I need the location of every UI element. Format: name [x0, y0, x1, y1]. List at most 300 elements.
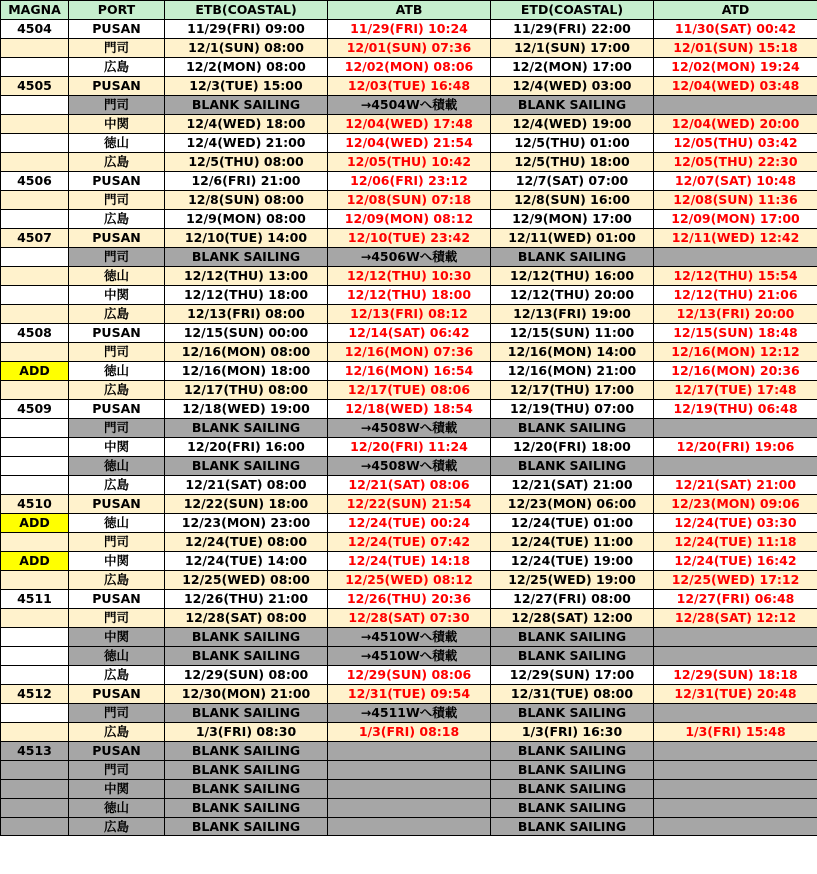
port-cell: 広島	[69, 58, 165, 77]
etb-cell: BLANK SAILING	[165, 704, 328, 723]
atb-cell: 12/24(TUE) 00:24	[328, 514, 491, 533]
atd-cell: 12/01(SUN) 15:18	[654, 39, 817, 58]
atd-cell	[654, 780, 817, 799]
table-row	[1, 400, 817, 419]
atd-cell: 12/17(TUE) 17:48	[654, 381, 817, 400]
etd-cell: 12/17(THU) 17:00	[491, 381, 654, 400]
table-row	[1, 115, 817, 134]
etb-cell: BLANK SAILING	[165, 457, 328, 476]
magna-cell: 4509	[1, 400, 69, 419]
port-cell: PUSAN	[69, 400, 165, 419]
atb-cell: →4510Wへ積載	[328, 628, 491, 647]
etd-cell: 12/28(SAT) 12:00	[491, 609, 654, 628]
table-row	[1, 457, 817, 476]
atd-cell: 12/11(WED) 12:42	[654, 229, 817, 248]
magna-cell: 4513	[1, 742, 69, 761]
port-cell: 徳山	[69, 647, 165, 666]
port-cell: 広島	[69, 305, 165, 324]
atd-cell: 12/15(SUN) 18:48	[654, 324, 817, 343]
atd-cell: 12/27(FRI) 06:48	[654, 590, 817, 609]
atd-cell: 12/02(MON) 19:24	[654, 58, 817, 77]
header-etd: ETD(COASTAL)	[491, 1, 654, 20]
atb-cell: →4510Wへ積載	[328, 647, 491, 666]
etb-cell: 11/29(FRI) 09:00	[165, 20, 328, 39]
table-row	[1, 571, 817, 590]
port-cell: 徳山	[69, 134, 165, 153]
port-cell: PUSAN	[69, 172, 165, 191]
etd-cell: 12/24(TUE) 01:00	[491, 514, 654, 533]
etd-cell: 12/4(WED) 03:00	[491, 77, 654, 96]
etb-cell: 12/18(WED) 19:00	[165, 400, 328, 419]
table-row	[1, 438, 817, 457]
port-cell: 門司	[69, 191, 165, 210]
atd-cell: 12/04(WED) 20:00	[654, 115, 817, 134]
etd-cell: 12/19(THU) 07:00	[491, 400, 654, 419]
etb-cell: 12/25(WED) 08:00	[165, 571, 328, 590]
table-row	[1, 533, 817, 552]
port-cell: 中関	[69, 115, 165, 134]
magna-cell	[1, 96, 69, 115]
etb-cell: 12/4(WED) 18:00	[165, 115, 328, 134]
etd-cell: 12/15(SUN) 11:00	[491, 324, 654, 343]
etb-cell: 12/4(WED) 21:00	[165, 134, 328, 153]
atb-cell: 12/22(SUN) 21:54	[328, 495, 491, 514]
port-cell: 徳山	[69, 514, 165, 533]
etd-cell: BLANK SAILING	[491, 628, 654, 647]
atb-cell: 12/05(THU) 10:42	[328, 153, 491, 172]
atb-cell: 12/24(TUE) 14:18	[328, 552, 491, 571]
atd-cell	[654, 457, 817, 476]
table-row	[1, 77, 817, 96]
magna-cell	[1, 571, 69, 590]
atb-cell: 12/04(WED) 21:54	[328, 134, 491, 153]
port-cell: 中関	[69, 780, 165, 799]
atd-cell	[654, 704, 817, 723]
etd-cell: 12/9(MON) 17:00	[491, 210, 654, 229]
magna-cell	[1, 191, 69, 210]
magna-cell	[1, 248, 69, 267]
atb-cell: 12/03(TUE) 16:48	[328, 77, 491, 96]
etd-cell: 12/12(THU) 16:00	[491, 267, 654, 286]
table-row	[1, 704, 817, 723]
port-cell: 中関	[69, 286, 165, 305]
magna-cell	[1, 286, 69, 305]
atd-cell: 12/05(THU) 03:42	[654, 134, 817, 153]
table-row	[1, 229, 817, 248]
etd-cell: 12/24(TUE) 11:00	[491, 533, 654, 552]
atd-cell: 12/05(THU) 22:30	[654, 153, 817, 172]
table-row	[1, 248, 817, 267]
header-atb: ATB	[328, 1, 491, 20]
magna-cell	[1, 799, 69, 818]
table-row	[1, 343, 817, 362]
magna-cell: 4505	[1, 77, 69, 96]
atb-cell: 12/21(SAT) 08:06	[328, 476, 491, 495]
magna-cell	[1, 609, 69, 628]
magna-cell: 4507	[1, 229, 69, 248]
port-cell: 広島	[69, 153, 165, 172]
atd-cell: 1/3(FRI) 15:48	[654, 723, 817, 742]
atb-cell: 12/01(SUN) 07:36	[328, 39, 491, 58]
header-row	[1, 1, 817, 20]
port-cell: PUSAN	[69, 742, 165, 761]
magna-cell	[1, 134, 69, 153]
etd-cell: 12/11(WED) 01:00	[491, 229, 654, 248]
atb-cell	[328, 761, 491, 780]
table-row	[1, 134, 817, 153]
atb-cell: 12/25(WED) 08:12	[328, 571, 491, 590]
magna-cell	[1, 153, 69, 172]
etb-cell: 12/5(THU) 08:00	[165, 153, 328, 172]
table-row	[1, 742, 817, 761]
atd-cell	[654, 799, 817, 818]
atd-cell: 12/12(THU) 21:06	[654, 286, 817, 305]
port-cell: 広島	[69, 723, 165, 742]
magna-cell	[1, 115, 69, 134]
port-cell: 門司	[69, 39, 165, 58]
atb-cell: →4506Wへ積載	[328, 248, 491, 267]
etd-cell: BLANK SAILING	[491, 780, 654, 799]
etd-cell: 12/1(SUN) 17:00	[491, 39, 654, 58]
etb-cell: 12/2(MON) 08:00	[165, 58, 328, 77]
table-row	[1, 495, 817, 514]
atb-cell: 12/04(WED) 17:48	[328, 115, 491, 134]
magna-cell	[1, 305, 69, 324]
port-cell: 広島	[69, 381, 165, 400]
etb-cell: 12/12(THU) 13:00	[165, 267, 328, 286]
atb-cell: 12/10(TUE) 23:42	[328, 229, 491, 248]
atb-cell: 12/08(SUN) 07:18	[328, 191, 491, 210]
table-row	[1, 799, 817, 818]
atb-cell: 12/16(MON) 16:54	[328, 362, 491, 381]
magna-cell: 4510	[1, 495, 69, 514]
atd-cell: 12/23(MON) 09:06	[654, 495, 817, 514]
table-row	[1, 305, 817, 324]
port-cell: 徳山	[69, 457, 165, 476]
atb-cell: 12/24(TUE) 07:42	[328, 533, 491, 552]
magna-cell	[1, 438, 69, 457]
atb-cell: 12/29(SUN) 08:06	[328, 666, 491, 685]
port-cell: PUSAN	[69, 20, 165, 39]
table-row	[1, 191, 817, 210]
port-cell: 門司	[69, 704, 165, 723]
etb-cell: 12/6(FRI) 21:00	[165, 172, 328, 191]
magna-cell	[1, 647, 69, 666]
atb-cell: 12/17(TUE) 08:06	[328, 381, 491, 400]
table-row	[1, 381, 817, 400]
atd-cell	[654, 628, 817, 647]
atb-cell: →4511Wへ積載	[328, 704, 491, 723]
magna-cell	[1, 267, 69, 286]
port-cell: 中関	[69, 628, 165, 647]
magna-cell	[1, 476, 69, 495]
port-cell: PUSAN	[69, 495, 165, 514]
etb-cell: 12/17(THU) 08:00	[165, 381, 328, 400]
etb-cell: 12/20(FRI) 16:00	[165, 438, 328, 457]
etb-cell: 1/3(FRI) 08:30	[165, 723, 328, 742]
header-magna: MAGNA	[1, 1, 69, 20]
atd-cell: 12/29(SUN) 18:18	[654, 666, 817, 685]
add-badge: ADD	[1, 552, 69, 571]
port-cell: 徳山	[69, 799, 165, 818]
etb-cell: 12/15(SUN) 00:00	[165, 324, 328, 343]
port-cell: 門司	[69, 248, 165, 267]
port-cell: 徳山	[69, 362, 165, 381]
etd-cell: 12/27(FRI) 08:00	[491, 590, 654, 609]
port-cell: 門司	[69, 343, 165, 362]
atd-cell	[654, 742, 817, 761]
atd-cell: 12/31(TUE) 20:48	[654, 685, 817, 704]
atd-cell	[654, 419, 817, 438]
magna-cell	[1, 761, 69, 780]
table-row	[1, 609, 817, 628]
etd-cell: 12/16(MON) 21:00	[491, 362, 654, 381]
atd-cell: 12/13(FRI) 20:00	[654, 305, 817, 324]
table-row	[1, 476, 817, 495]
port-cell: PUSAN	[69, 77, 165, 96]
atb-cell: 12/18(WED) 18:54	[328, 400, 491, 419]
add-badge: ADD	[1, 362, 69, 381]
etb-cell: 12/10(TUE) 14:00	[165, 229, 328, 248]
etd-cell: BLANK SAILING	[491, 742, 654, 761]
table-row	[1, 628, 817, 647]
atb-cell: 12/12(THU) 18:00	[328, 286, 491, 305]
atd-cell: 12/08(SUN) 11:36	[654, 191, 817, 210]
table-row	[1, 818, 817, 836]
table-row	[1, 96, 817, 115]
atb-cell: 12/06(FRI) 23:12	[328, 172, 491, 191]
port-cell: 広島	[69, 210, 165, 229]
etb-cell: BLANK SAILING	[165, 742, 328, 761]
etb-cell: BLANK SAILING	[165, 647, 328, 666]
table-row	[1, 267, 817, 286]
table-row	[1, 39, 817, 58]
etb-cell: BLANK SAILING	[165, 96, 328, 115]
etd-cell: BLANK SAILING	[491, 799, 654, 818]
atd-cell	[654, 96, 817, 115]
etb-cell: 12/8(SUN) 08:00	[165, 191, 328, 210]
etb-cell: 12/30(MON) 21:00	[165, 685, 328, 704]
etd-cell: 12/13(FRI) 19:00	[491, 305, 654, 324]
etd-cell: 12/4(WED) 19:00	[491, 115, 654, 134]
atd-cell	[654, 818, 817, 836]
magna-cell	[1, 533, 69, 552]
etd-cell: BLANK SAILING	[491, 96, 654, 115]
etd-cell: BLANK SAILING	[491, 761, 654, 780]
etd-cell: BLANK SAILING	[491, 248, 654, 267]
magna-cell	[1, 723, 69, 742]
magna-cell	[1, 419, 69, 438]
table-row	[1, 324, 817, 343]
atd-cell: 12/07(SAT) 10:48	[654, 172, 817, 191]
port-cell: 徳山	[69, 267, 165, 286]
atd-cell: 12/28(SAT) 12:12	[654, 609, 817, 628]
etb-cell: 12/21(SAT) 08:00	[165, 476, 328, 495]
atd-cell: 12/19(THU) 06:48	[654, 400, 817, 419]
etb-cell: 12/1(SUN) 08:00	[165, 39, 328, 58]
port-cell: 広島	[69, 476, 165, 495]
atd-cell: 12/12(THU) 15:54	[654, 267, 817, 286]
etd-cell: 12/7(SAT) 07:00	[491, 172, 654, 191]
magna-cell	[1, 58, 69, 77]
add-badge: ADD	[1, 514, 69, 533]
atd-cell: 12/16(MON) 20:36	[654, 362, 817, 381]
etb-cell: 12/3(TUE) 15:00	[165, 77, 328, 96]
atb-cell: 12/20(FRI) 11:24	[328, 438, 491, 457]
etb-cell: 12/16(MON) 08:00	[165, 343, 328, 362]
table-row	[1, 172, 817, 191]
etd-cell: BLANK SAILING	[491, 704, 654, 723]
magna-cell	[1, 381, 69, 400]
etb-cell: BLANK SAILING	[165, 799, 328, 818]
etb-cell: BLANK SAILING	[165, 628, 328, 647]
port-cell: 広島	[69, 571, 165, 590]
atb-cell: 12/31(TUE) 09:54	[328, 685, 491, 704]
etd-cell: 12/16(MON) 14:00	[491, 343, 654, 362]
atd-cell: 12/09(MON) 17:00	[654, 210, 817, 229]
etb-cell: 12/23(MON) 23:00	[165, 514, 328, 533]
table-row	[1, 761, 817, 780]
etb-cell: 12/13(FRI) 08:00	[165, 305, 328, 324]
atb-cell: 11/29(FRI) 10:24	[328, 20, 491, 39]
port-cell: 広島	[69, 666, 165, 685]
atb-cell: 12/13(FRI) 08:12	[328, 305, 491, 324]
table-row	[1, 58, 817, 77]
magna-cell	[1, 666, 69, 685]
etd-cell: BLANK SAILING	[491, 818, 654, 836]
port-cell: PUSAN	[69, 324, 165, 343]
atd-cell	[654, 647, 817, 666]
etd-cell: 12/25(WED) 19:00	[491, 571, 654, 590]
port-cell: PUSAN	[69, 229, 165, 248]
port-cell: PUSAN	[69, 590, 165, 609]
port-cell: 門司	[69, 96, 165, 115]
etd-cell: BLANK SAILING	[491, 419, 654, 438]
magna-cell	[1, 704, 69, 723]
magna-cell: 4511	[1, 590, 69, 609]
etb-cell: BLANK SAILING	[165, 419, 328, 438]
etd-cell: 12/5(THU) 01:00	[491, 134, 654, 153]
magna-cell	[1, 210, 69, 229]
magna-cell: 4508	[1, 324, 69, 343]
etb-cell: 12/22(SUN) 18:00	[165, 495, 328, 514]
magna-cell	[1, 780, 69, 799]
magna-cell	[1, 818, 69, 836]
etb-cell: 12/24(TUE) 14:00	[165, 552, 328, 571]
table-row	[1, 153, 817, 172]
etb-cell: BLANK SAILING	[165, 761, 328, 780]
etb-cell: 12/16(MON) 18:00	[165, 362, 328, 381]
etd-cell: BLANK SAILING	[491, 457, 654, 476]
atb-cell: 12/28(SAT) 07:30	[328, 609, 491, 628]
magna-cell: 4504	[1, 20, 69, 39]
atb-cell: 12/14(SAT) 06:42	[328, 324, 491, 343]
etd-cell: BLANK SAILING	[491, 647, 654, 666]
table-row	[1, 647, 817, 666]
etd-cell: 12/24(TUE) 19:00	[491, 552, 654, 571]
table-row	[1, 514, 817, 533]
etb-cell: BLANK SAILING	[165, 780, 328, 799]
schedule-body	[1, 20, 817, 836]
etd-cell: 1/3(FRI) 16:30	[491, 723, 654, 742]
etd-cell: 11/29(FRI) 22:00	[491, 20, 654, 39]
atd-cell: 12/20(FRI) 19:06	[654, 438, 817, 457]
etd-cell: 12/21(SAT) 21:00	[491, 476, 654, 495]
magna-cell: 4506	[1, 172, 69, 191]
port-cell: 広島	[69, 818, 165, 836]
atd-cell: 12/24(TUE) 11:18	[654, 533, 817, 552]
atb-cell: 12/26(THU) 20:36	[328, 590, 491, 609]
etb-cell: 12/9(MON) 08:00	[165, 210, 328, 229]
etd-cell: 12/23(MON) 06:00	[491, 495, 654, 514]
magna-cell	[1, 628, 69, 647]
magna-cell	[1, 343, 69, 362]
atb-cell	[328, 780, 491, 799]
etb-cell: 12/29(SUN) 08:00	[165, 666, 328, 685]
atd-cell: 12/04(WED) 03:48	[654, 77, 817, 96]
atb-cell: →4508Wへ積載	[328, 419, 491, 438]
atd-cell: 12/25(WED) 17:12	[654, 571, 817, 590]
table-row	[1, 20, 817, 39]
etb-cell: BLANK SAILING	[165, 818, 328, 836]
atb-cell: 12/02(MON) 08:06	[328, 58, 491, 77]
atd-cell: 12/24(TUE) 03:30	[654, 514, 817, 533]
atd-cell: 12/21(SAT) 21:00	[654, 476, 817, 495]
etb-cell: 12/26(THU) 21:00	[165, 590, 328, 609]
table-row	[1, 685, 817, 704]
etd-cell: 12/29(SUN) 17:00	[491, 666, 654, 685]
etb-cell: 12/28(SAT) 08:00	[165, 609, 328, 628]
atb-cell: 1/3(FRI) 08:18	[328, 723, 491, 742]
atb-cell	[328, 818, 491, 836]
etd-cell: 12/5(THU) 18:00	[491, 153, 654, 172]
etd-cell: 12/8(SUN) 16:00	[491, 191, 654, 210]
atd-cell	[654, 248, 817, 267]
port-cell: 門司	[69, 609, 165, 628]
etb-cell: BLANK SAILING	[165, 248, 328, 267]
atb-cell	[328, 742, 491, 761]
table-row	[1, 590, 817, 609]
port-cell: 門司	[69, 761, 165, 780]
table-row	[1, 666, 817, 685]
magna-cell	[1, 39, 69, 58]
etd-cell: 12/20(FRI) 18:00	[491, 438, 654, 457]
table-row	[1, 210, 817, 229]
etd-cell: 12/31(TUE) 08:00	[491, 685, 654, 704]
etb-cell: 12/24(TUE) 08:00	[165, 533, 328, 552]
etd-cell: 12/2(MON) 17:00	[491, 58, 654, 77]
port-cell: 中関	[69, 438, 165, 457]
table-row	[1, 419, 817, 438]
header-etb: ETB(COASTAL)	[165, 1, 328, 20]
port-cell: 門司	[69, 419, 165, 438]
atb-cell	[328, 799, 491, 818]
etd-cell: 12/12(THU) 20:00	[491, 286, 654, 305]
magna-cell: 4512	[1, 685, 69, 704]
atb-cell: 12/16(MON) 07:36	[328, 343, 491, 362]
atd-cell	[654, 761, 817, 780]
header-port: PORT	[69, 1, 165, 20]
table-row	[1, 552, 817, 571]
atb-cell: 12/09(MON) 08:12	[328, 210, 491, 229]
atb-cell: 12/12(THU) 10:30	[328, 267, 491, 286]
table-row	[1, 723, 817, 742]
table-row	[1, 780, 817, 799]
header-atd: ATD	[654, 1, 817, 20]
atb-cell: →4508Wへ積載	[328, 457, 491, 476]
magna-cell	[1, 457, 69, 476]
etb-cell: 12/12(THU) 18:00	[165, 286, 328, 305]
